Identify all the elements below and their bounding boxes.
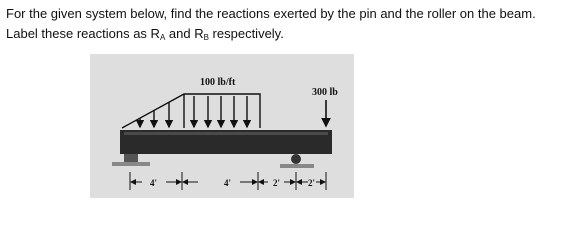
question-text: [6, 4, 562, 46]
point-load-label: 300 lb: [312, 87, 338, 98]
beam-highlight: [124, 132, 328, 135]
dimension-label-2: 4': [224, 178, 232, 188]
dimension-label-1: 4': [150, 178, 158, 188]
dimension-label-4: 2': [308, 178, 316, 188]
beam-figure: [90, 54, 354, 198]
distributed-load-label: 100 lb/ft: [200, 77, 236, 88]
ra-subscript: A: [159, 33, 166, 42]
question-line-2: Label these reactions as $R_A$ and $R_B$ respectively.: [6, 26, 284, 42]
dimension-label-3: 2': [273, 178, 281, 188]
question-line-1: For the given system below, find the reactions exerted by the pin and the roller on the beam.: [6, 6, 536, 21]
rb-subscript: B: [203, 33, 209, 42]
beam-diagram: [90, 54, 354, 198]
